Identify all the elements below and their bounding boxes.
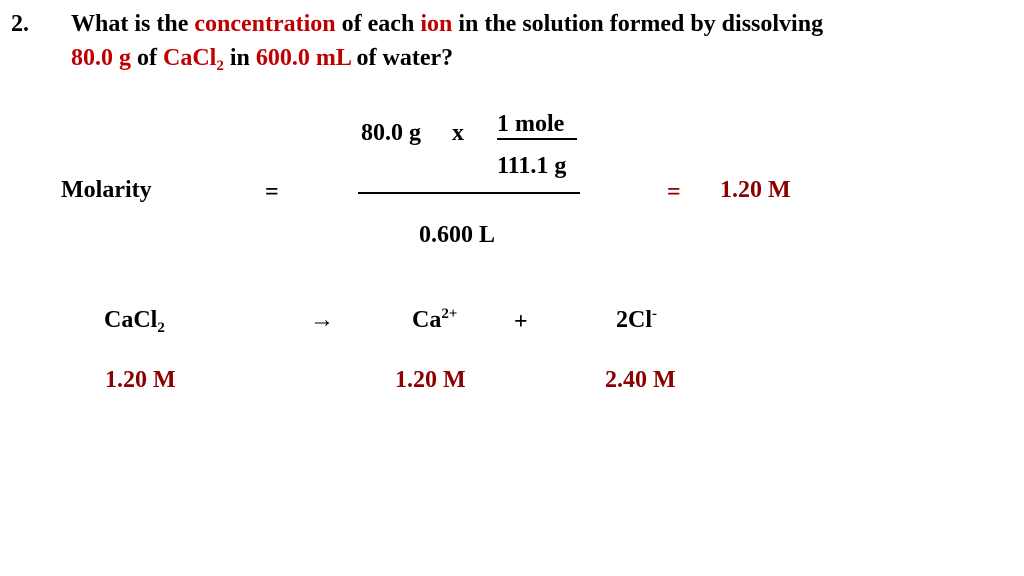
calcium-concentration: 1.20 M (395, 367, 466, 393)
question-text: in the solution formed by dissolving (452, 11, 824, 37)
equals-sign-result: = (667, 179, 681, 205)
question-text: of water? (350, 45, 454, 71)
conversion-numerator: 1 mole (497, 111, 565, 137)
given-volume: 600.0 mL (255, 45, 351, 71)
keyword-ion: ion (420, 11, 453, 37)
calc-mass: 80.0 g (361, 120, 421, 146)
reaction-arrow: → (310, 307, 334, 333)
molarity-label: Molarity (61, 177, 152, 203)
question-text: in (223, 45, 256, 71)
reactant-concentration: 1.20 M (105, 367, 176, 393)
question-text: of (131, 45, 163, 71)
calcium-ion: $Ca^{2+}$ (412, 306, 458, 333)
main-fraction-bar (358, 192, 580, 194)
volume-denominator: 0.600 L (419, 222, 496, 248)
chloride-ion: 2Cl- (616, 306, 657, 333)
reactant-formula: CaCl$_2$ (104, 307, 165, 336)
equals-sign: = (265, 179, 279, 205)
keyword-concentration: concentration (194, 11, 336, 37)
question-line-1 (71, 12, 823, 36)
question-line-2 (71, 45, 454, 74)
plus-sign: + (514, 309, 528, 335)
given-formula: CaCl$_2$ (163, 45, 224, 74)
conversion-fraction-bar (497, 138, 577, 140)
question-text: of each (335, 11, 421, 37)
question-text: What is the (71, 11, 195, 37)
conversion-denominator: 111.1 g (497, 153, 567, 179)
molarity-result: 1.20 M (720, 177, 791, 203)
question-number: 2. (11, 11, 29, 37)
chloride-concentration: 2.40 M (605, 367, 676, 393)
calc-times: x (452, 120, 464, 146)
given-mass: 80.0 g (71, 45, 131, 71)
